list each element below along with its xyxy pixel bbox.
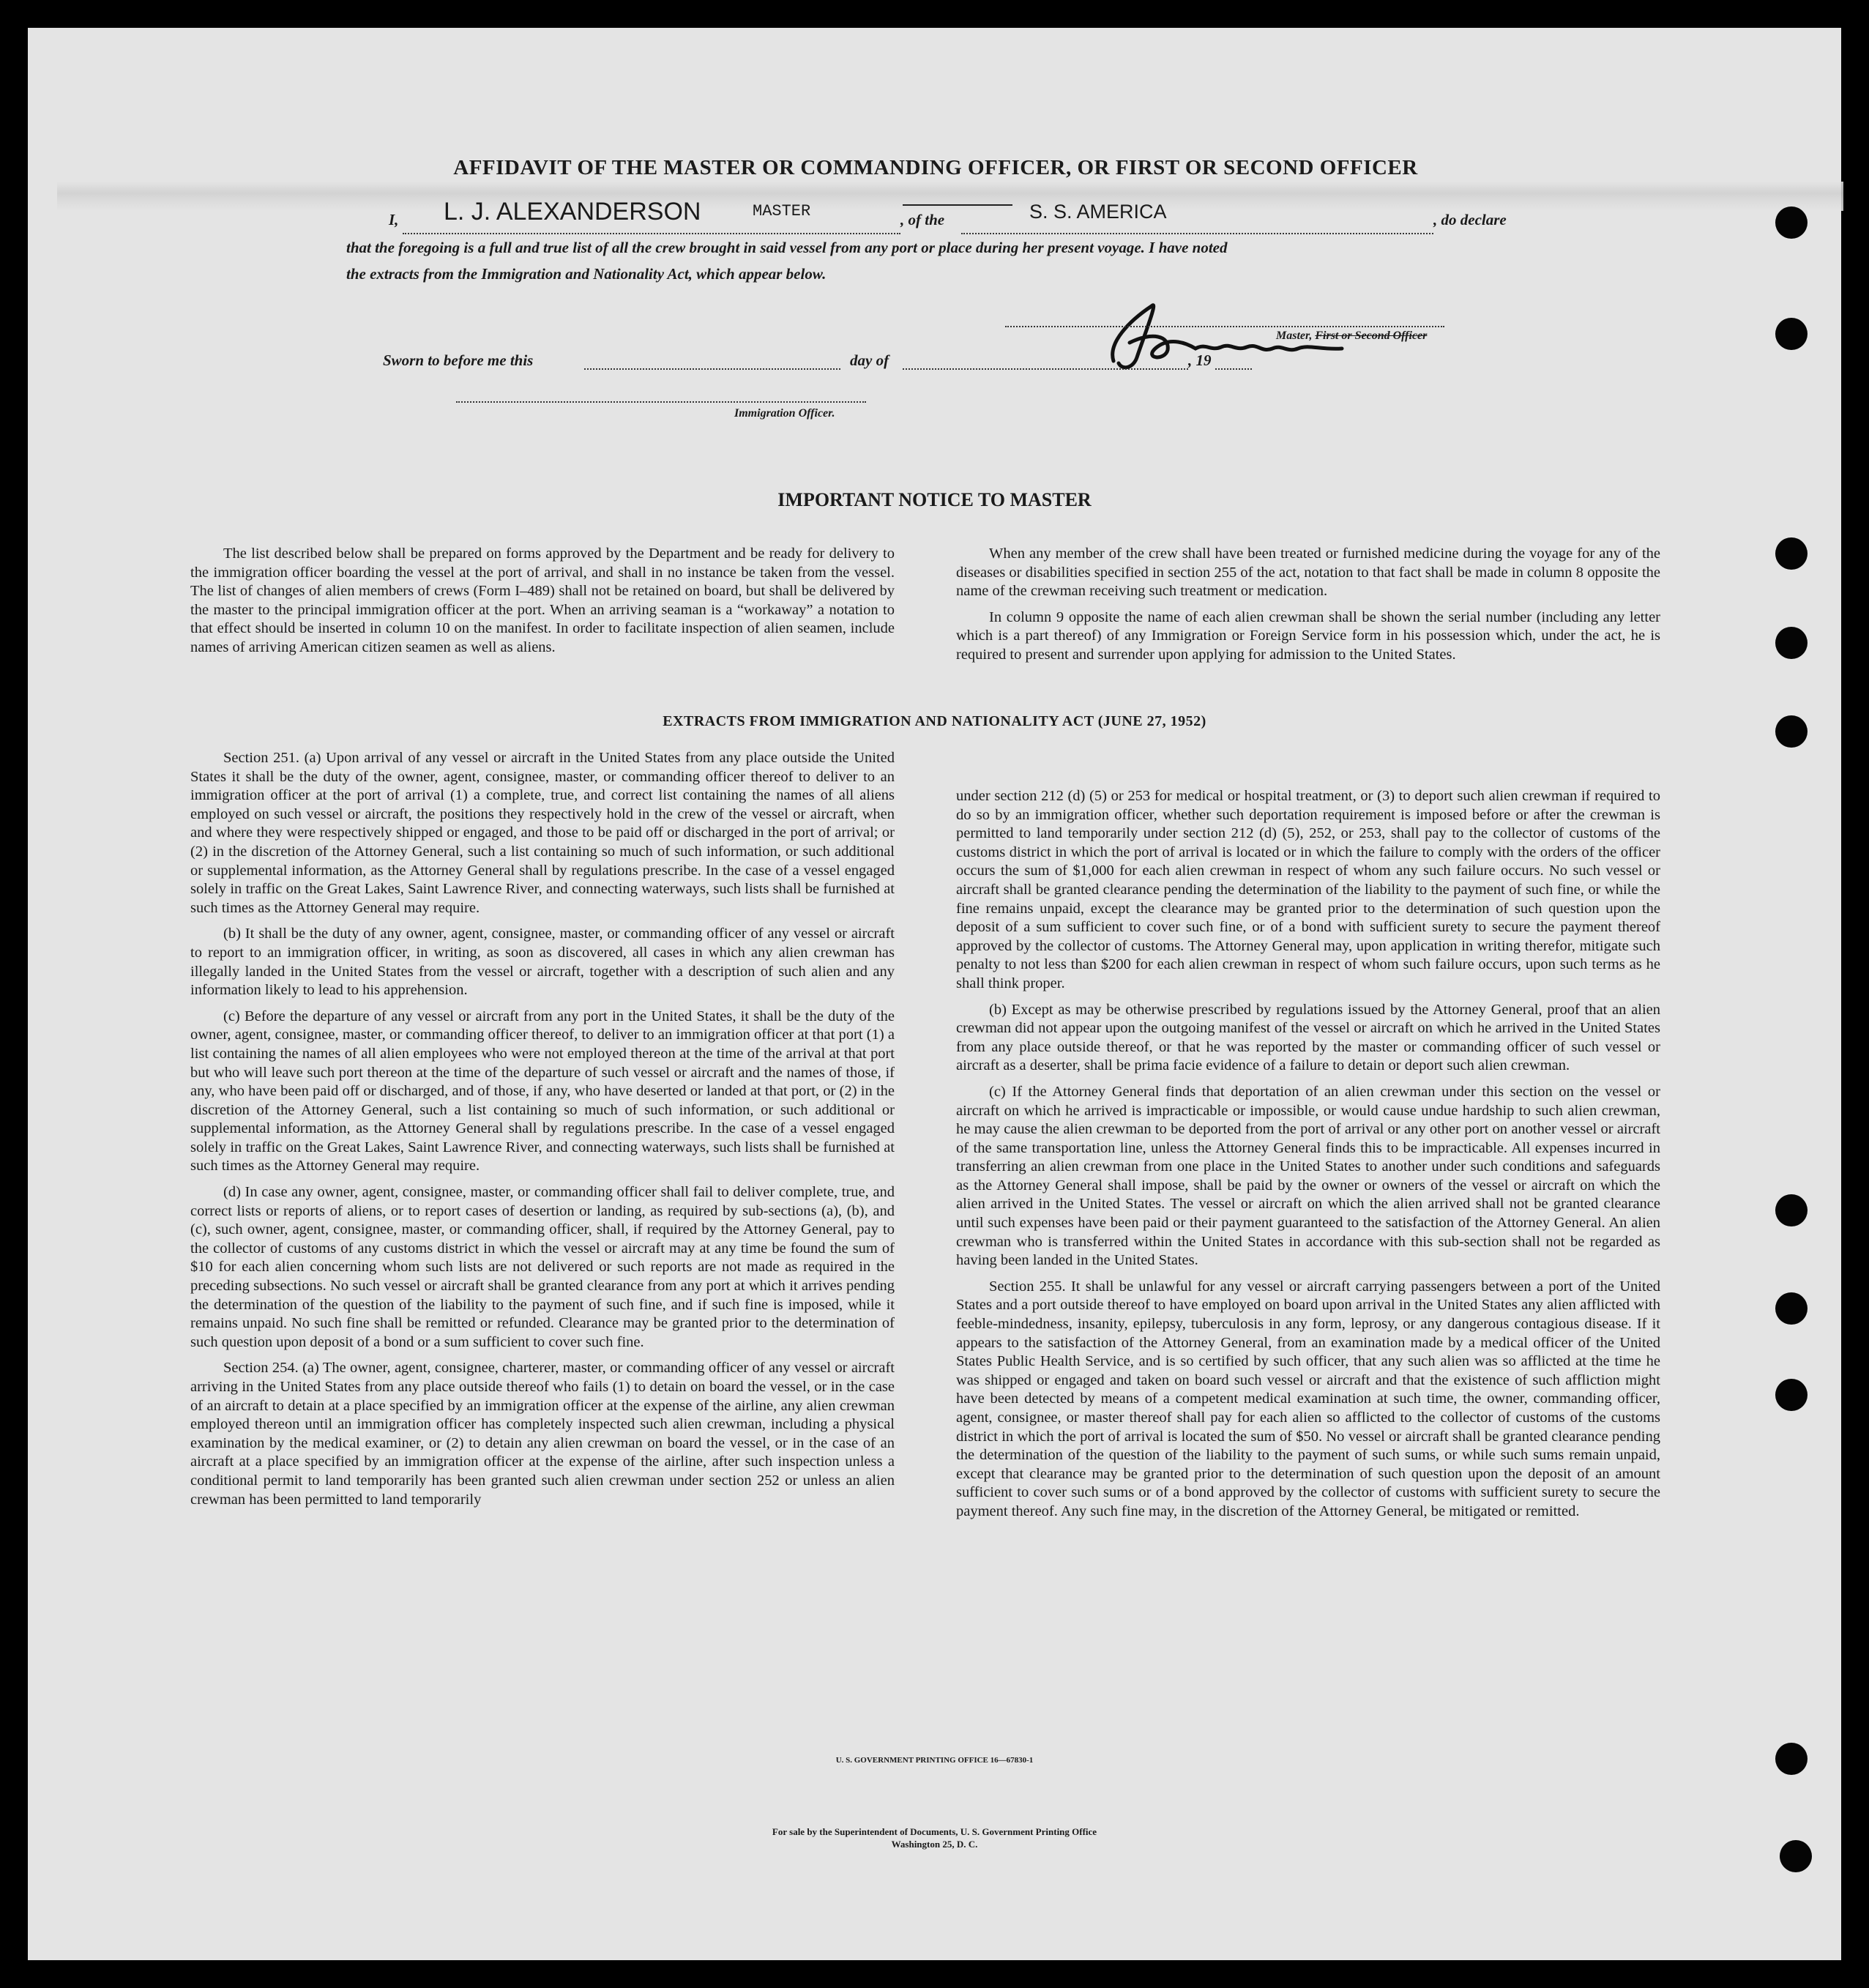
sale-line-2: Washington 25, D. C. — [891, 1839, 978, 1850]
i-label: I, — [389, 211, 399, 228]
signature-blank — [1005, 323, 1444, 327]
notice-title: IMPORTANT NOTICE TO MASTER — [777, 489, 1092, 510]
extracts-title: EXTRACTS FROM IMMIGRATION AND NATIONALITY ACT (JUNE 27, 1952) — [663, 713, 1206, 729]
year-blank — [1215, 361, 1252, 370]
punch-hole — [1775, 1292, 1808, 1325]
master-name: L. J. ALEXANDERSON — [444, 198, 701, 226]
do-declare-label: , do declare — [1433, 211, 1507, 228]
day-of-label: day of — [850, 351, 889, 369]
notice-right-paragraph-2: In column 9 opposite the name of each alien crewman shall be shown the serial number (including any letter which is a part thereof) of any Immigration or Foreign Service form in his possession which, under the act, he is required to present and surrender upon applying for admission to the United States. — [956, 608, 1660, 663]
sworn-day-blank — [584, 361, 840, 370]
master-rank: MASTER — [753, 202, 811, 220]
punch-hole — [1780, 1840, 1812, 1872]
section-251-c: (c) Before the departure of any vessel or aircraft from any port in the United States, it shall be the duty of the owner, agent, consignee, master, or commanding officer thereof, to deliver to an immigration officer at that port (1) a list containing the names of all alien employees who were not employed thereon at the time of the arrival at that port but who will leave such port thereon at the time of the departure of such vessel or aircraft and the names of those, if any, who have been paid off or discharged, and of those, if any, who have deserted or landed at that port, or (2) in the discretion of the Attorney General, such a list containing so much of such information, or such additional or supplemental information, as the Attorney General shall by regulations prescribe. In the case of a vessel engaged solely in traffic on the Great Lakes, Saint Lawrence River, and connecting waterways, such lists shall be furnished at such times as the Attorney General may require. — [190, 1008, 895, 1174]
sworn-label: Sworn to before me this — [383, 351, 534, 369]
section-251-a: Section 251. (a) Upon arrival of any vessel or aircraft in the United States from any place outside the United States it shall be the duty of the owner, agent, consignee, master, or commanding officer thereof to deliver to an immigration officer at the port of arrival (1) a complete, true, and correct list containing the names of all aliens employed on such vessel or aircraft, the positions they respectively hold in the crew of the vessel or aircraft, when and where they were respectively shipped or engaged, and those to be paid off or discharged in the port of arrival; or (2) in the discretion of the Attorney General, such a list containing so much of such information, or such additional or supplemental information, as the Attorney General shall by regulations prescribe. In the case of a vessel engaged solely in traffic on the Great Lakes, Saint Lawrence River, and connecting waterways, such lists shall be furnished at such times as the Attorney General may require. — [190, 750, 895, 916]
punch-hole — [1775, 715, 1808, 748]
caption-master: Master, — [1276, 330, 1313, 342]
vessel-name: S. S. AMERICA — [1029, 201, 1167, 223]
declaration-line-2: that the foregoing is a full and true list of all the crew brought in said vessel from any port or place during her present voyage. I have noted — [346, 239, 1228, 256]
section-254-b: (b) Except as may be otherwise prescribed by regulations issued by the Attorney General, proof that an alien crewman did not appear upon the outgoing manifest of the vessel or aircraft on which he arrived in the United States from any place outside thereof, or that he was reported by the master or commanding officer of such vessel or aircraft as a deserter, shall be prima facie evidence of a failure to detain or deport such alien crewman. — [956, 1001, 1660, 1074]
punch-hole — [1775, 206, 1808, 239]
extracts-right-column — [956, 787, 1660, 1529]
extracts-left-column — [190, 749, 895, 1516]
section-254-c: (c) If the Attorney General finds that deportation of an alien crewman under this section on the vessel or aircraft on which he arrived is impracticable or impossible, or would cause undue hardship to such alien crewman, he may cause the alien crewman to be deported from the port of arrival or any other port on another vessel or aircraft of the same transportation line, unless the Attorney General finds this to be impracticable. All expenses incurred in transferring an alien crewman from one place in the United States to another under such conditions and safeguards as the Attorney General shall impose, shall be paid by the owner or owners of the vessel or aircraft on which the alien arrived in the United States. The vessel or aircraft on which the alien arrived shall not be granted clearance until such expenses have been paid or their payment guaranteed to the satisfaction of the Attorney General. An alien crewman who is transferred within the United States in accordance with this sub-section shall not be regarded as having been landed in the United States. — [956, 1083, 1660, 1269]
sale-note — [28, 1825, 1841, 1850]
punch-hole — [1775, 318, 1808, 350]
form-page — [28, 28, 1841, 1960]
signature-caption — [1276, 330, 1427, 343]
section-251-d: (d) In case any owner, agent, consignee, master, or commanding officer shall fail to deliver complete, true, and correct lists or reports of aliens, or to report cases of desertion or landing, as required by sub-sections (a), (b), and (c), such owner, agent, consignee, master, or commanding officer, shall, if required by the Attorney General, pay to the collector of customs of any customs district in which the vessel or aircraft may at any time be found the sum of $10 for each alien concerning whom such lists are not delivered or such reports are not made as required in the preceding subsections. No such vessel or aircraft shall be granted clearance from any port at which it arrives pending the determination of the question of the liability to the payment of such fine, and if such fine is imposed, while it remains unpaid. No such fine shall be remitted or refunded. Clearance may be granted prior to the determination of such question upon deposit of a bond or a sum sufficient to cover such fine. — [190, 1184, 895, 1350]
section-255: Section 255. It shall be unlawful for any vessel or aircraft carrying passengers between a port of the United States and a port outside thereof to have employed on board upon arrival in the United States any alien afflicted with feeble-mindedness, insanity, epilepsy, tuberculosis in any form, leprosy, or any dangerous contagious disease. If it appears to the satisfaction of the Attorney General, from an examination made by a medical officer of the United States Public Health Service, and is so certified by such officer, that any such alien was so afflicted at the time he was shipped or engaged and taken on board such vessel or aircraft and that the existence of such affliction might have been detected by means of a competent medical examination at such time, the owner, commanding officer, agent, consignee, or master thereof shall pay for each alien so afflicted to the collector of customs of the customs district in which the port of arrival is located the sum of $50. No vessel or aircraft shall be granted clearance pending the determination of the question of the liability to the payment of such sums, or while such sums remain unpaid, except that clearance may be granted prior to the determination of such question upon the deposit of an amount sufficient to cover such sums or of a bond approved by the collector of customs with sufficient surety to secure the payment thereof. Any such fine may, in the discretion of the Attorney General, be mitigated or remitted. — [956, 1278, 1660, 1519]
affidavit-title: AFFIDAVIT OF THE MASTER OR COMMANDING OFFICER, OR FIRST OR SECOND OFFICER — [453, 156, 1418, 179]
bleed-through-shadow — [57, 182, 1843, 211]
notice-right-column — [956, 545, 1660, 672]
notice-right-paragraph-1: When any member of the crew shall have been treated or furnished medicine during the voyage for any of the diseases or disabilities specified in section 255 of the act, notation to that fact shall be made in column 8 opposite the name of the crewman receiving such treatment or medication. — [956, 546, 1660, 600]
section-251-b: (b) It shall be the duty of any owner, agent, consignee, master, or commanding officer of any vessel or aircraft to report to an immigration officer, in writing, as soon as discovered, all cases in which any alien crewman has illegally landed in the United States from the vessel or aircraft, together with a description of such alien and any information likely to lead to his apprehension. — [190, 926, 895, 999]
sworn-month-blank — [903, 361, 1188, 370]
punch-hole — [1775, 1743, 1808, 1775]
notice-left-paragraph: The list described below shall be prepared on forms approved by the Department and be ready for delivery to the immigration officer boarding the vessel at the port of arrival, and shall in no instance be taken from the vessel. The list of changes of alien members of crews (Form I–489) shall not be retained on board, but shall be delivered by the master to the principal immigration officer at the port. When an arriving seaman is a “workaway” a notation to that effect should be inserted in column 10 on the manifest. In order to facilitate inspection of alien seamen, include names of arriving American citizen seamen as well as aliens. — [190, 546, 895, 655]
punch-hole — [1775, 1194, 1808, 1226]
declaration-line-3: the extracts from the Immigration and Nationality Act, which appear below. — [346, 265, 827, 283]
title-rule — [903, 204, 1012, 206]
gpo-code: U. S. GOVERNMENT PRINTING OFFICE 16—67830-1 — [835, 1756, 1034, 1765]
punch-hole — [1775, 537, 1808, 570]
sale-line-1: For sale by the Superintendent of Documents, U. S. Government Printing Office — [772, 1826, 1097, 1837]
of-the-label: , of the — [900, 211, 945, 228]
punch-hole — [1775, 627, 1808, 659]
immigration-officer-label: Immigration Officer. — [734, 407, 835, 420]
section-254-a-continued: under section 212 (d) (5) or 253 for medical or hospital treatment, or (3) to deport such alien crewman if required to do so by an immigration officer, whether such deportation requirement is imposed before or after the crewman is permitted to land temporarily under section 212 (d) (5), 252, or 253, shall pay to the collector of customs of the customs district in which the port of arrival is located or in which the failure to comply with the orders of the officer occurs the sum of $1,000 for each alien crewman in respect of whom any such failure occurs. No such vessel or aircraft shall be granted clearance pending the determination of the liability to the payment of such fine, or while the fine remains unpaid, except the clearance may be granted prior to the determination of such question upon the deposit of a sum sufficient to cover such fine, or of a bond with sufficient surety to secure the payment thereof approved by the collector of customs. The Attorney General may, upon application in writing therefor, mitigate such penalty to not less than $200 for each alien crewman in respect of whom such failure occurs, upon such terms as he shall think proper. — [956, 788, 1660, 991]
section-254-a: Section 254. (a) The owner, agent, consignee, charterer, master, or commanding officer of any vessel or aircraft arriving in the United States from any place outside thereof who fails (1) to detain on board the vessel, or in the case of an aircraft to detain at a place specified by an immigration officer at the expense of the airline, any alien crewman employed thereon until an immigration officer has completely inspected such alien crewman, including a physical examination by the medical examiner, or (2) to detain any alien crewman on board the vessel, or in the case of an aircraft at a place specified by an immigration officer at the expense of the airline, after such inspection unless a conditional permit to land temporarily has been granted such alien crewman under section 252 or unless an alien crewman has been permitted to land temporarily — [190, 1360, 895, 1508]
immigration-officer-blank — [456, 394, 866, 403]
punch-hole — [1775, 1379, 1808, 1411]
notice-left-column — [190, 545, 895, 665]
year-label: , 19 — [1188, 351, 1212, 369]
caption-struck-officer: First or Second Officer — [1315, 330, 1428, 342]
